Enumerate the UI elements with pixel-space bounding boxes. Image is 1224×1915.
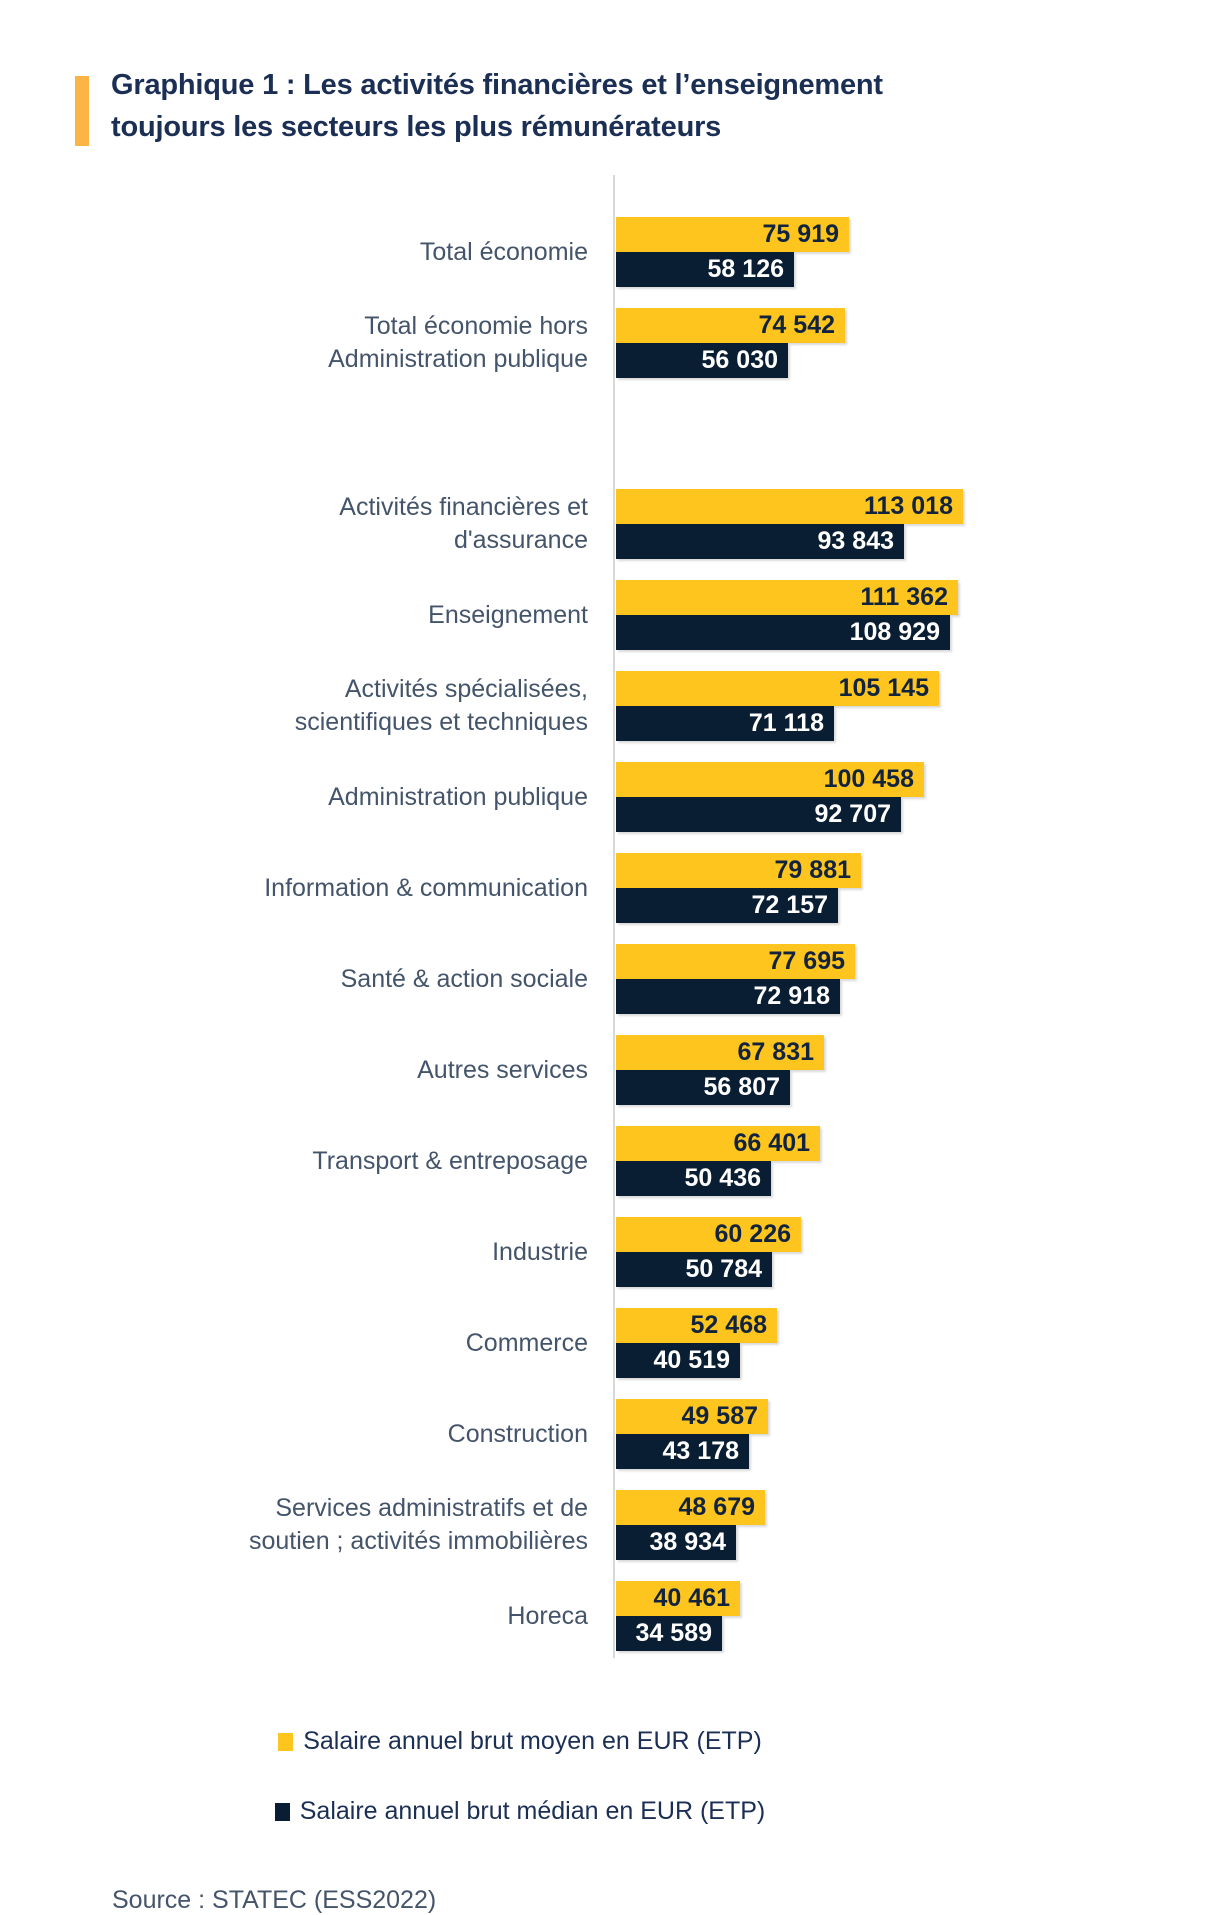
legend-item-median <box>275 1797 766 1826</box>
bar-value-label: 56 030 <box>701 346 778 374</box>
chart-group <box>0 1490 1224 1560</box>
category-label-line: Autres services <box>417 1055 588 1084</box>
chart-group <box>0 1035 1224 1105</box>
category-label-line: Information & communication <box>264 873 588 902</box>
mean-salary-bar <box>616 1581 740 1616</box>
bar-value-label: 113 018 <box>864 492 953 520</box>
bar-value-label: 60 226 <box>714 1220 791 1248</box>
category-label <box>0 1145 614 1178</box>
bar-value-label: 50 784 <box>685 1255 762 1283</box>
chart-rows <box>0 217 1224 1651</box>
bar-value-label: 66 401 <box>733 1129 810 1157</box>
median-salary-bar <box>616 1161 771 1196</box>
bar-value-label: 40 461 <box>653 1584 730 1612</box>
bar-value-label: 49 587 <box>681 1402 758 1430</box>
mean-salary-bar <box>616 1217 801 1252</box>
chart-group <box>0 1308 1224 1378</box>
category-label <box>0 963 614 996</box>
category-label <box>0 1327 614 1360</box>
category-label-line: soutien ; activités immobilières <box>248 1527 588 1555</box>
chart-group <box>0 217 1224 287</box>
median-salary-bar <box>616 1070 790 1105</box>
median-salary-bar <box>616 1525 736 1560</box>
chart-group <box>0 1217 1224 1287</box>
mean-salary-bar <box>616 580 958 615</box>
mean-salary-bar <box>616 762 924 797</box>
bar-value-label: 100 458 <box>823 765 914 793</box>
category-label <box>0 1600 614 1633</box>
bar-value-label: 79 881 <box>774 856 851 884</box>
chart-title <box>111 64 883 148</box>
bar-value-label: 48 679 <box>678 1493 755 1521</box>
bar-value-label: 50 436 <box>684 1164 761 1192</box>
mean-salary-bar <box>616 308 845 343</box>
category-bars <box>614 489 1224 559</box>
mean-salary-bar <box>616 217 849 252</box>
chart-group <box>0 853 1224 923</box>
category-bars <box>614 853 1224 923</box>
category-bars <box>614 762 1224 832</box>
category-label-line: Horeca <box>507 1601 588 1630</box>
bar-value-label: 77 695 <box>768 947 845 975</box>
category-label <box>0 599 614 632</box>
category-label-line: Santé & action sociale <box>340 964 588 993</box>
category-bars <box>614 1581 1224 1651</box>
median-salary-bar <box>616 979 840 1014</box>
category-bars <box>614 308 1224 378</box>
legend-label-median: Salaire annuel brut médian en EUR (ETP) <box>299 1797 766 1825</box>
category-label-line: d'assurance <box>453 526 588 554</box>
chart-group <box>0 489 1224 559</box>
median-salary-bar <box>616 706 834 741</box>
median-salary-bar <box>616 797 901 832</box>
category-label <box>0 1492 614 1558</box>
bar-value-label: 111 362 <box>860 583 948 611</box>
bar-value-label: 72 918 <box>753 982 830 1010</box>
bar-value-label: 43 178 <box>662 1437 739 1465</box>
chart-legend <box>0 1727 1040 1826</box>
category-label-line: Activités financières et <box>339 493 588 521</box>
category-bars <box>614 944 1224 1014</box>
bar-value-label: 75 919 <box>762 220 839 248</box>
median-salary-bar <box>616 888 838 923</box>
median-salary-bar <box>616 343 788 378</box>
category-label-line: Activités spécialisées, <box>344 675 588 703</box>
bar-value-label: 67 831 <box>737 1038 814 1066</box>
median-salary-bar <box>616 524 904 559</box>
chart-title-block <box>75 64 883 148</box>
mean-salary-bar <box>616 853 861 888</box>
category-label <box>0 781 614 814</box>
category-label-line: Commerce <box>465 1328 588 1357</box>
median-salary-bar <box>616 1252 772 1287</box>
median-salary-bar <box>616 1616 722 1651</box>
bar-value-label: 52 468 <box>690 1311 767 1339</box>
category-label-line: Total économie <box>419 237 588 266</box>
category-label-line: Administration publique <box>328 782 588 811</box>
median-salary-bar <box>616 1434 749 1469</box>
category-label-line: Construction <box>447 1419 588 1448</box>
category-label-line: Administration publique <box>328 345 588 373</box>
category-label <box>0 1418 614 1451</box>
bar-value-label: 72 157 <box>751 891 828 919</box>
chart-group <box>0 671 1224 741</box>
legend-item-mean <box>278 1727 762 1756</box>
bar-value-label: 108 929 <box>849 618 940 646</box>
bar-value-label: 74 542 <box>758 311 835 339</box>
category-label <box>0 236 614 269</box>
bar-value-label: 56 807 <box>703 1073 780 1101</box>
mean-salary-bar <box>616 1490 765 1525</box>
bar-value-label: 58 126 <box>707 255 784 283</box>
category-label-line: Enseignement <box>428 600 588 629</box>
bar-value-label: 71 118 <box>748 709 824 737</box>
chart-group <box>0 308 1224 378</box>
chart-group <box>0 762 1224 832</box>
chart-group <box>0 1399 1224 1469</box>
chart-group <box>0 944 1224 1014</box>
category-label-line: Industrie <box>492 1237 588 1266</box>
chart-group <box>0 1126 1224 1196</box>
chart-group <box>0 580 1224 650</box>
legend-swatch-mean-icon <box>278 1733 293 1751</box>
category-label-line: Transport & entreposage <box>312 1146 588 1175</box>
bar-value-label: 34 589 <box>635 1619 712 1647</box>
median-salary-bar <box>616 1343 740 1378</box>
category-bars <box>614 1399 1224 1469</box>
median-salary-bar <box>616 615 950 650</box>
bar-value-label: 92 707 <box>814 800 891 828</box>
category-bars <box>614 1308 1224 1378</box>
category-bars <box>614 217 1224 287</box>
legend-swatch-median-icon <box>275 1803 290 1821</box>
mean-salary-bar <box>616 1035 824 1070</box>
title-accent-bar <box>75 76 89 146</box>
category-label-line: Services administratifs et de <box>275 1494 588 1522</box>
category-bars <box>614 1217 1224 1287</box>
median-salary-bar <box>616 252 794 287</box>
category-bars <box>614 1035 1224 1105</box>
category-label <box>0 1054 614 1087</box>
legend-label-mean: Salaire annuel brut moyen en EUR (ETP) <box>303 1727 762 1755</box>
chart-title-line-2: toujours les secteurs les plus rémunérateurs <box>111 111 722 143</box>
mean-salary-bar <box>616 944 855 979</box>
category-label <box>0 1236 614 1269</box>
bar-value-label: 40 519 <box>653 1346 730 1374</box>
category-label-line: scientifiques et techniques <box>294 708 588 736</box>
category-label <box>0 491 614 557</box>
category-bars <box>614 580 1224 650</box>
category-label-line: Total économie hors <box>364 312 588 340</box>
mean-salary-bar <box>616 489 963 524</box>
category-label <box>0 872 614 905</box>
bar-value-label: 93 843 <box>817 527 894 555</box>
category-label <box>0 310 614 376</box>
bar-value-label: 38 934 <box>649 1528 726 1556</box>
chart-title-line-1: Graphique 1 : Les activités financières et l’enseignement <box>111 69 883 101</box>
mean-salary-bar <box>616 1399 768 1434</box>
category-bars <box>614 1490 1224 1560</box>
mean-salary-bar <box>616 671 939 706</box>
category-bars <box>614 671 1224 741</box>
mean-salary-bar <box>616 1126 820 1161</box>
mean-salary-bar <box>616 1308 777 1343</box>
chart-group <box>0 1581 1224 1651</box>
bar-chart <box>0 217 1224 1672</box>
bar-value-label: 105 145 <box>838 674 929 702</box>
category-label <box>0 673 614 739</box>
source-note: Source : STATEC (ESS2022) <box>112 1886 437 1914</box>
category-bars <box>614 1126 1224 1196</box>
